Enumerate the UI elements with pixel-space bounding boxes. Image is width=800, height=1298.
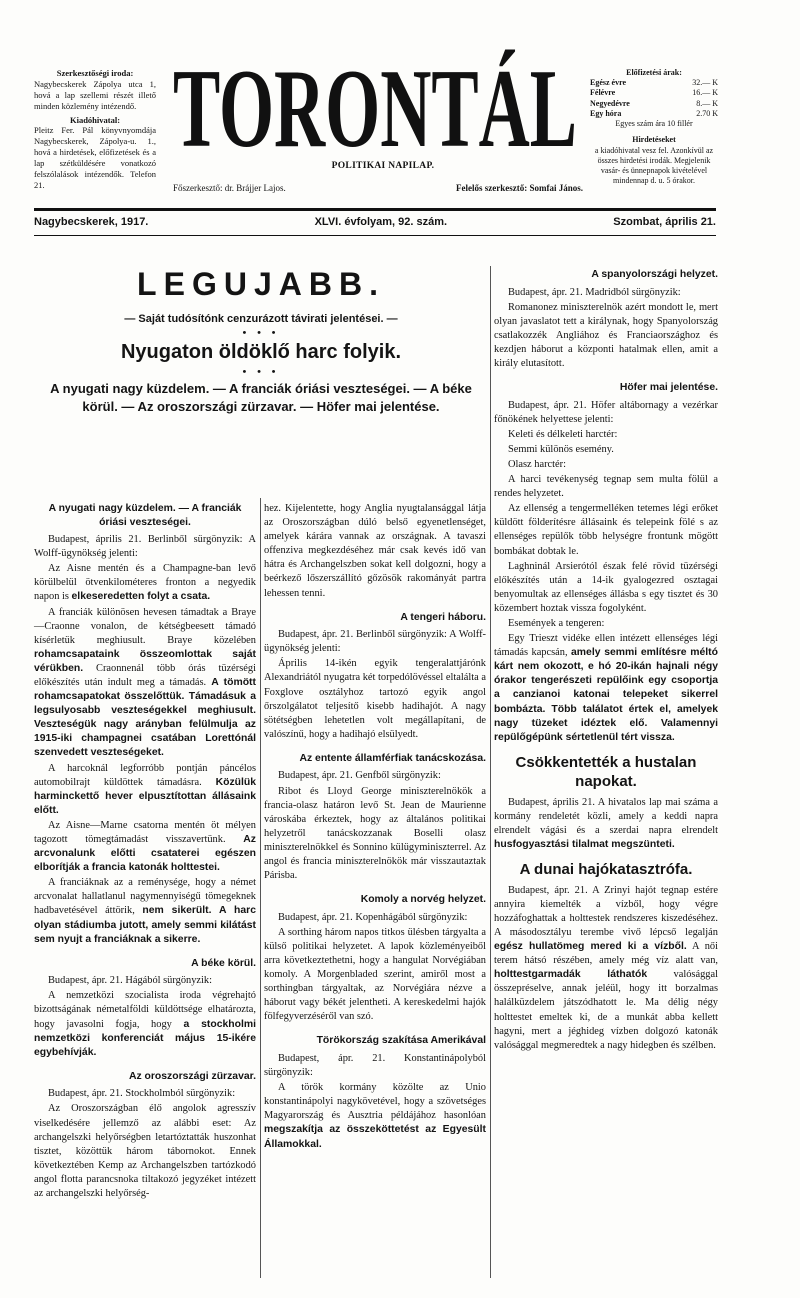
banner-lead: A nyugati nagy küzdelem. — A franciák óriási veszteségei. — A béke körül. — Az oroszországi zürzavar. — Höfer mai jelentése. [50,381,472,415]
article-paragraph: Budapest, ápr. 21. Hágából sürgönyzik: [48,975,213,987]
article-headline: Komoly a norvég helyzet. [360,894,486,906]
article-headline: Az entente államférfiak tanácskozása. [299,752,486,764]
publisher-office-text: Pleitz Fer. Pál könyvnyomdája Nagybecskerek, Zápolya-u. 1., hová a hirdetések, előfizetések és a lap szétküldésére vonatkozó felszólalások intézendők. Telefon 21. [34,125,156,190]
article-paragraph: Budapest, ápr. 21. Stockholmból sürgönyzik: [48,1088,236,1100]
single-copy-price: Egyes szám ára 10 fillér [615,119,693,129]
dateline-volume: XLVI. évfolyam, 92. szám. [314,216,448,228]
article-paragraph: A harcoknál legforróbb pontján páncélos automobilrajt küldöttek támadásra. Közülük harminckettő hever elpusztítottan állásaink előtt. [34,762,256,816]
masthead-logo [168,48,582,156]
latest-news-banner [34,266,488,416]
article-paragraph: Budapest, ápr. 21. A Zrinyi hajót tegnap estére annyira kiemelték a vízből, hogy végre hozzáfoghattak a holttestek rendszeres kiszedéséhez. A másodosztályu terembe vivő lépcső legalján egész hullatömeg mered ki a vízből. A női terem hátsó részében, amely még víz alatt van, holttestgarmadák láthatók valósággal összepréselve, annak jeléül, hogy itt borzalmas halálküzdelem játszódhatott le. Ma délig négy holttestet emeltek ki, de a munkát abba kellett hagyni, mert a jéghideg vízben dolgozó katonák valósággal megmeredtek a nagy hidegben és szélben. [494,884,718,1051]
article-headline: A béke körül. [191,957,256,969]
article-headline: Az oroszországi zürzavar. [128,1070,256,1082]
banner-headline: Nyugaton öldöklő harc folyik. [120,341,402,363]
article-paragraph: Budapest, április 21. A hivatalos lap mai száma a kormány rendeletét közli, amely a keddi napra elrendelt vágási és a szerdai napra elrendelt husfogyasztási tilalmat megszünteti. [494,796,718,851]
article-paragraph: Budapest, ápr. 21. Madridból sürgönyzik: [508,286,681,298]
article-paragraph: A harci tevékenység tegnap sem multa fölül a rendes helyzetet. [494,474,718,500]
masthead-title-text: TORONTÁL [173,48,577,156]
article-paragraph: Budapest, ápr. 21. Konstantinápolyból sürgönyzik: [264,1052,486,1079]
newspaper-page [28,40,718,1280]
dateline-rule [34,235,716,236]
editorial-office-text: Nagybecskerek Zápolya utca 1, hová a lap szellemi részét illető minden közlemény intézendő. [34,78,156,111]
subscription-info [590,68,718,187]
article-headline: Höfer mai jelentése. [619,382,718,394]
article-paragraph: Olasz harctér: [508,458,566,470]
dateline [34,216,716,228]
dateline-place: Nagybecskerek, 1917. [34,216,149,228]
banner-subtitle: — Saját tudósítónk cenzurázott távirati jelentései. — [124,313,398,325]
article-paragraph: Egy Trieszt vidéke ellen intézett ellenséges légi támadás kapcsán, amely semmi említésre méltó kárt nem okozott, e hó 20-ikán hajnali négy órakor tengerészeti repülőink egy csoportja a canzianoi katonai telepeket sikerrel bombázta. Több találatot értek el, amelyek nagy tüzeket idéztek elő. Valamennyi repülőgépünk sértetlenül tért vissza. [494,633,718,743]
editorial-office-info [34,68,156,191]
dateline-date: Szombat, április 21. [613,216,716,228]
column-1 [34,502,256,1202]
article-paragraph: Budapest, ápr. 21. Genfből sürgönyzik: [278,770,441,782]
article-paragraph: Keleti és délkeleti harctér: [508,428,618,440]
ads-heading: Hirdetéseket [632,135,676,145]
column-divider [490,266,491,1278]
article-headline: A nyugati nagy küzdelem. — A franciák óriási veszteségei. [48,503,242,528]
masthead-subtitle: POLITIKAI NAPILAP. [331,161,435,171]
article-headline: A tengeri háboru. [400,611,486,623]
article-paragraph: Ribot és Lloyd George miniszterelnökök a francia-olasz határon levő St. Jean de Maurienne városkába érkeztek, hogy az általános politikai helyzetről tanácskozzanak Boselli olasz miniszterelnökkel és Sonnino külügyminiszterrel. Az angol és francia miniszterelnökök már visszautaztak Párisba. [264,785,486,882]
article-paragraph: Az Oroszországban élő angolok agresszív viselkedésére jellemző az alábbi eset: Az archangelszki helyőrségben letartóztatták huszonhat tisztet, közöttük három tábornokot. Ennek következtében Kemp az Archangelszben tartózkodó angol flotta parancsnoka tiltakozó jegyzéket intézett az archangelszki helyőrség- [34,1103,256,1199]
article-paragraph: Budapest, ápr. 21. Berlinből sürgönyzik: A Wolff-ügynökség jelenti: [264,629,486,655]
ornament-dots: • • • [242,327,280,339]
article-paragraph: Az ellenség a tengermelléken tetemes légi erőket küldött földerítésre állásaink és telepeink fölé s az ellenséges repülők több helységre frontunk mögött bombákat dobtak le. [494,503,718,557]
article-paragraph: A franciák különösen hevesen támadtak a Braye—Craonne vonalon, de kétségbeesett támadó kísérletük meghiusult. Braye közelében rohamcsapataink összeomlottak saját vérükben. Craonnenál több órás tüzérségi előkészítés után indult meg a támadás. A tömött rohamcsapatokat összelőttük. Támadásuk a legsulyosabb veszteségekkel meghiusult. Veszteségük nagy arányban felülmulja az 1915-iki champagnei csatában Lorettónál szenvedett veszteségeket. [34,606,256,759]
article-paragraph: Az Aisne—Marne csatorna mentén öt mélyen tagozott tömegtámadást visszavertünk. Az arcvonalunk előtti csataterei egészen elborítják a francia katonák holttestei. [34,819,256,874]
article-paragraph: Budapest, április 21. Berlinből sürgönyzik: A Wolff-ügynökség jelenti: [34,534,256,560]
publisher-office-heading: Kiadóhivatal: [69,114,121,125]
ads-text: a kiadóhivatal vesz fel. Azonkívül az összes hirdetési irodák. Megjelenik vasár- és ünnepnapok kivételével mindennap d. u. 5 órakor. [594,145,714,186]
banner-title: LEGUJABB. [137,266,385,302]
article-paragraph: A franciáknak az a reménysége, hogy a német arcvonalat hallatlanul nagymennyiségű tömegeknek hadbavetésével áttörik, nem sikerült. A harc olyan stádiumba jutott, amely semmi kilátást sem nyujt a franciáknak a sikerre. [34,877,256,945]
article-paragraph: Budapest, ápr. 21. Kopenhágából sürgönyzik: [278,911,468,923]
article-paragraph: A nemzetközi szocialista iroda végrehajtó bizottságának németalföldi küldöttsége elhatározta, hogy javasolni fogja, hogy a stockholmi nemzetközi konferenciát május 15-ikére egybehívják. [34,990,256,1058]
article-paragraph: Semmi különös esemény. [508,443,614,455]
article-headline: Csökkentették a hustalan napokat. [515,753,697,791]
masthead-rule [34,208,716,211]
column-2 [264,502,486,1153]
article-paragraph: Április 14-ikén egyik tengeralattjárónk Alexandriától nyugatra két torpedólövéssel eltalálta a Foxglove osztályhoz tartozó egyik angol őrszolgálatot teljesítő kisebb hadihajót. A nagy sötétségben lehetetlen volt megállapítani, de valószínű, hogy a hadihajó elsülyedt. [264,658,486,740]
responsible-editor: Felelős szerkesztő: Somfai János. [456,183,583,193]
article-paragraph: Budapest, ápr. 21. Höfer altábornagy a vezérkar főnökének helyettese jelenti: [494,399,718,425]
article-paragraph: Események a tengeren: [508,618,605,629]
article-paragraph: Az Aisne mentén és a Champagne-ban levő körülbelül ötvenkilométeres fronton a negyedik napon is elkeseredetten folyt a csata. [34,563,256,603]
article-headline: A spanyolországi helyzet. [591,269,718,280]
article-paragraph: A török kormány közölte az Unio konstantinápolyi nagykövetével, hogy a szövetséges Magyarország és Ausztria példájához hasonlóan megszakítja az összeköttetést az Egyesült Államokkal. [264,1082,486,1150]
article-headline: Törökország szakítása Amerikával [316,1035,486,1047]
column-3 [494,268,718,1054]
masthead-logo-svg [168,48,582,156]
article-paragraph: hez. Kijelentette, hogy Anglia nyugtalansággal látja az Oroszországban dúló belső egyenetlenséget, amelyek kárára vannak az országnak. A tavaszi offenziva megkezdéséhez már csak kevés idő van hátra és Archangelszben sokat kell dolgozni, hogy a beérkező lőszerszállító gőzösök rakományát partra lehessen tenni. [264,503,486,599]
article-paragraph: A sorthing három napos titkos ülésben tárgyalta a külső politikai helyzetet. A lapok közleményeiből arra következtethetni, hogy a hangulat Norvégiában komoly. A Morgenbladed szerint, amiről most a sorthingban tárgyaltak, az Norvégiára nézve a háborut vagy békét jelentheti. A kereskedelmi hajók fölfegyverzéséről van szó. [264,926,486,1023]
price-row: Negyedévre 8.— K [590,98,718,108]
editorial-office-heading: Szerkesztőségi iroda: [56,68,134,78]
price-row: Egy hóra 2.70 K [590,108,718,118]
editors-line [173,183,583,193]
ornament-dots: • • • [242,366,280,378]
column-divider [260,498,261,1278]
article-paragraph: Laghninál Arsierótól észak felé rövid tüzérségi előkészítés után a 14-ik gyalogezred osztagai benyomultak az ellenséges állásba s egy tisztet és 30 közembert hoztak vissza fogolyként. [494,560,718,614]
subscription-heading: Előfizetési árak: [626,68,682,77]
article-headline: A dunai hajókatasztrófa. [519,861,693,879]
price-row: Félévre 16.— K [590,88,718,98]
editor-in-chief: Főszerkesztő: dr. Brájjer Lajos. [173,183,286,193]
article-paragraph: Romanonez miniszterelnök azért mondott le, mert olyan javaslatot tett a királynak, hogy Spanyolország csatlakozzék Angliához és Franciaországhoz és kezdjen háborut a központi hatalmak ellen, amit a király elutasított. [494,301,718,369]
price-row: Egész évre 32.— K [590,78,718,88]
